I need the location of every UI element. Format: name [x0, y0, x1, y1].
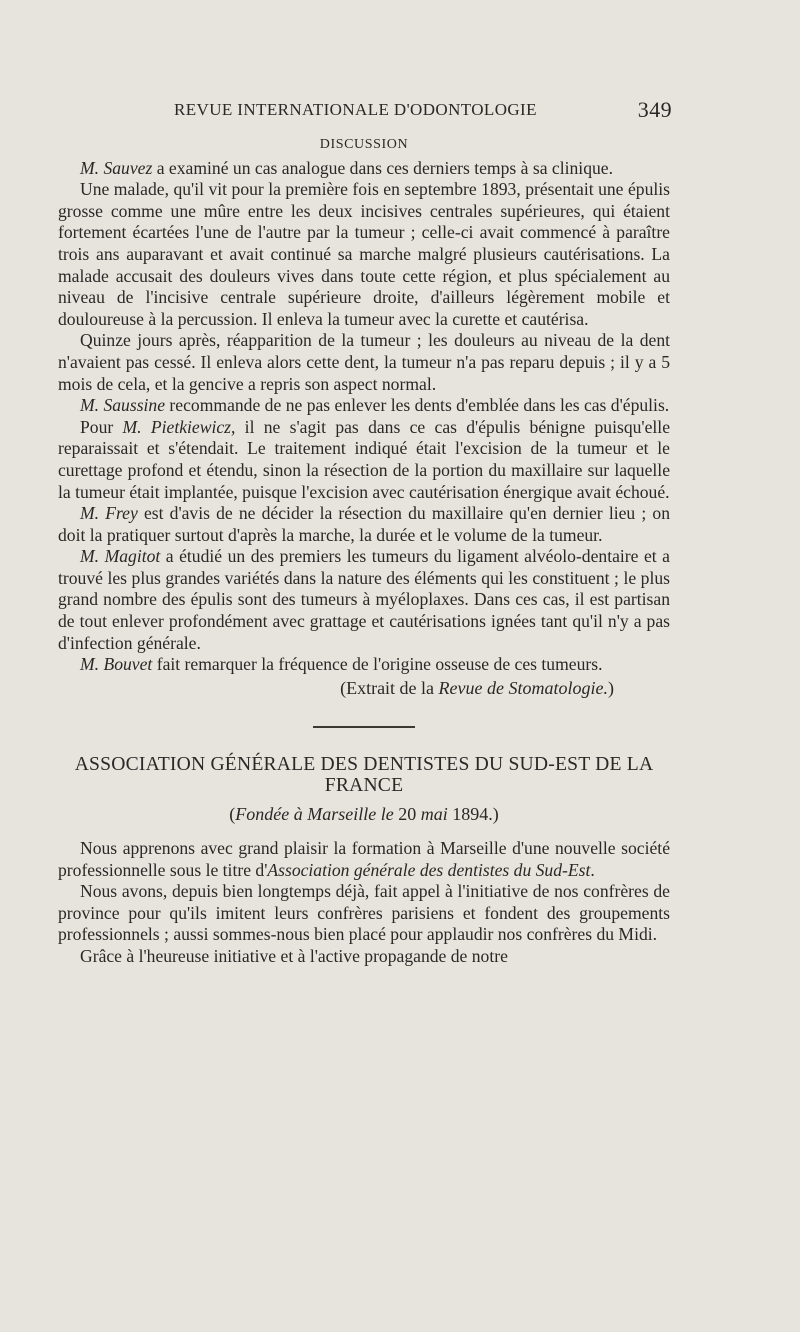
subtitle-open: ( [229, 804, 236, 825]
discussion-paragraph [58, 158, 670, 180]
paragraph-text: Nous apprenons avec grand plaisir la formation à Marseille d'une nouvelle société professionnelle sous le titre d' [58, 838, 670, 880]
journal-title: REVUE INTERNATIONALE D'ODONTOLOGIE [174, 100, 537, 119]
speaker-name: M. Pietkiewicz [122, 416, 231, 437]
citation-journal: Revue de Stomatologie. [438, 677, 608, 698]
subtitle-year: 1894.) [447, 804, 499, 825]
paragraph-text: , il ne s'agit pas dans ce cas d'épulis bénigne puisqu'elle reparaissait et s'étendait. Le traitement indiqué était l'excision de la tumeur et le curettage profond et étendu, sinon la résection de la portion du maxillaire sur laquelle la tumeur était implantée, puisque l'excision avec cautérisation énergique avait échoué. [58, 416, 671, 502]
discussion-heading: DISCUSSION [319, 137, 409, 152]
paragraph-text: a examiné un cas analogue dans ces derniers temps à sa clinique. [152, 157, 613, 178]
source-citation [58, 678, 670, 700]
discussion-paragraph: Quinze jours après, réapparition de la tumeur ; les douleurs au niveau de la dent n'avaient pas cessé. Il enleva alors cette dent, la tumeur n'a pas reparu depuis ; il y a 5 mois de cela, et la gencive a repris son aspect normal. [58, 330, 670, 394]
speaker-name: M. Magitot [80, 546, 161, 567]
paragraph-lead: Pour [80, 416, 123, 437]
section-divider [313, 726, 415, 728]
discussion-paragraph [58, 546, 670, 654]
association-paragraph: Grâce à l'heureuse initiative et à l'active propagande de notre [80, 946, 508, 966]
page-number: 349 [637, 97, 672, 122]
speaker-name: M. Sauvez [80, 157, 153, 178]
speaker-name: M. Bouvet [80, 654, 153, 675]
paragraph-text: recommande de ne pas enlever les dents d'emblée dans les cas d'épulis. [165, 395, 670, 416]
association-title: ASSOCIATION GÉNÉRALE DES DENTISTES DU SUD-EST DE LA FRANCE [74, 754, 654, 797]
paragraph-text: est d'avis de ne décider la résection du maxillaire qu'en dernier lieu ; on doit la pratiquer surtout d'après la marche, la durée et le volume de la tumeur. [58, 503, 670, 545]
citation-close: ) [608, 677, 614, 698]
association-paragraph [58, 838, 670, 881]
paragraph-text: a étudié un des premiers les tumeurs du ligament alvéolo-dentaire et a trouvé les plus grandes variétés dans la nature des éléments qui les constituent ; le plus grand nombre des épulis sont des tumeurs à myéloplaxes. Dans ces cas, il est partisan de tout enlever profondément avec grattage et cautérisations ignées tant qu'il n'y a pas d'infection générale. [58, 546, 670, 653]
paragraph-end: . [590, 859, 595, 880]
society-name: Association générale des dentistes du Sud-Est [267, 859, 591, 880]
citation-lead: (Extrait de la [340, 677, 439, 698]
subtitle-date: 20 [393, 804, 421, 825]
paragraph-text: fait remarquer la fréquence de l'origine osseuse de ces tumeurs. [152, 654, 603, 675]
speaker-name: M. Frey [80, 503, 138, 524]
discussion-paragraph [58, 395, 670, 417]
discussion-paragraph: Une malade, qu'il vit pour la première fois en septembre 1893, présentait une épulis grosse comme une mûre entre les deux incisives centrales supérieures, qui étaient fortement écartées l'une de l'autre par la tumeur ; celle-ci avait commencé à paraître trois ans auparavant et avait continué sa marche malgré plusieurs cautérisations. La malade accusait des douleurs vives dans toute cette région, et plus spécialement au niveau de l'incisive centrale supérieure droite, d'ailleurs légèrement mobile et douloureuse à la percussion. Il enleva la tumeur avec la curette et cautérisa. [58, 179, 670, 329]
page-body [58, 134, 670, 968]
subtitle-month: mai [420, 804, 448, 825]
discussion-paragraph [58, 503, 670, 546]
subtitle-italic: Fondée à Marseille le [235, 804, 394, 825]
discussion-paragraph [58, 654, 670, 676]
discussion-paragraph [58, 417, 670, 503]
association-subtitle [58, 804, 670, 826]
association-paragraph: Nous avons, depuis bien longtemps déjà, fait appel à l'initiative de nos confrères de province pour qu'ils imitent leurs confrères parisiens et fondent des groupements professionnels ; aussi sommes-nous bien placé pour applaudir nos confrères du Midi. [58, 881, 670, 945]
speaker-name: M. Saussine [80, 395, 166, 416]
